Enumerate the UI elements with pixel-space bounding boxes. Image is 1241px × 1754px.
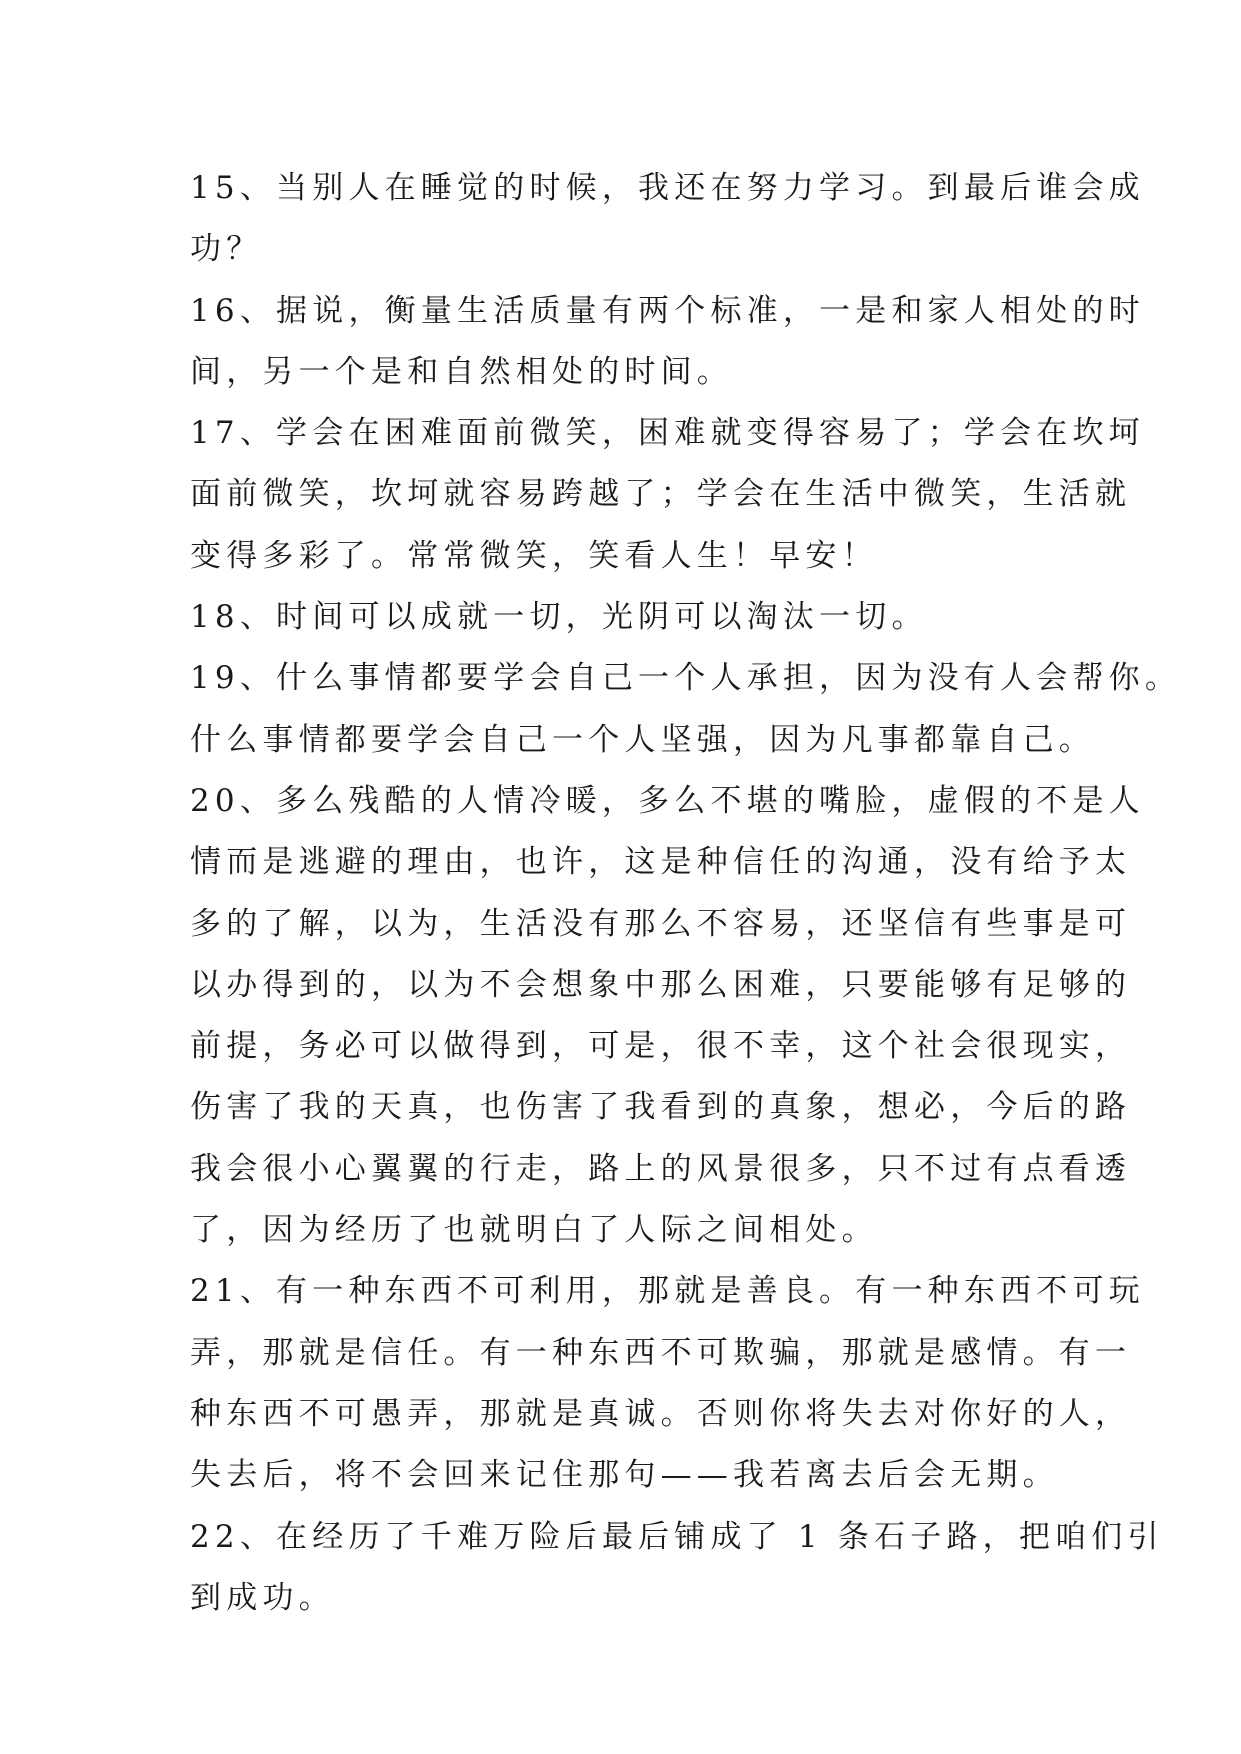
text-line: 失去后，将不会回来记住那句——我若离去后会无期。	[190, 1457, 1059, 1494]
paragraph-21	[190, 1261, 1145, 1506]
text-line: 种东西不可愚弄，那就是真诚。否则你将失去对你好的人，	[190, 1395, 1132, 1432]
text-line: 22、在经历了千难万险后最后铺成了 1 条石子路，把咱们引	[190, 1518, 1164, 1555]
paragraph-19	[190, 648, 1182, 771]
text-line: 我会很小心翼翼的行走，路上的风景很多，只不过有点看透	[190, 1150, 1132, 1187]
text-line: 17、学会在困难面前微笑，困难就变得容易了；学会在坎坷	[190, 415, 1145, 452]
text-line: 间，另一个是和自然相处的时间。	[190, 353, 733, 390]
text-line: 18、时间可以成就一切，光阴可以淘汰一切。	[190, 599, 928, 636]
document-body	[190, 158, 1182, 1629]
text-line: 到成功。	[190, 1579, 335, 1616]
text-line: 什么事情都要学会自己一个人坚强，因为凡事都靠自己。	[190, 721, 1095, 758]
paragraph-22	[190, 1507, 1164, 1630]
text-line: 19、什么事情都要学会自己一个人承担，因为没有人会帮你。	[190, 660, 1182, 697]
text-line: 20、多么残酷的人情冷暖，多么不堪的嘴脸，虚假的不是人	[190, 782, 1145, 819]
paragraph-17	[190, 403, 1145, 587]
paragraph-18	[190, 587, 1070, 648]
text-line: 伤害了我的天真，也伤害了我看到的真象，想必，今后的路	[190, 1089, 1132, 1126]
text-line: 以办得到的，以为不会想象中那么困难，只要能够有足够的	[190, 966, 1132, 1003]
text-line: 了，因为经历了也就明白了人际之间相处。	[190, 1212, 878, 1249]
text-line: 变得多彩了。常常微笑，笑看人生！早安！	[190, 537, 878, 574]
text-line: 多的了解，以为，生活没有那么不容易，还坚信有些事是可	[190, 905, 1132, 942]
text-line: 16、据说，衡量生活质量有两个标准，一是和家人相处的时	[190, 292, 1145, 329]
text-line: 前提，务必可以做得到，可是，很不幸，这个社会很现实，	[190, 1028, 1132, 1065]
text-line: 功？	[190, 231, 263, 268]
text-line: 弄，那就是信任。有一种东西不可欺骗，那就是感情。有一	[190, 1334, 1132, 1371]
text-line: 情而是逃避的理由，也许，这是种信任的沟通，没有给予太	[190, 844, 1132, 881]
paragraph-16	[190, 281, 1145, 404]
paragraph-15	[190, 158, 1145, 281]
paragraph-20	[190, 771, 1145, 1261]
text-line: 15、当别人在睡觉的时候，我还在努力学习。到最后谁会成	[190, 170, 1145, 206]
text-line: 21、有一种东西不可利用，那就是善良。有一种东西不可玩	[190, 1273, 1145, 1310]
text-line: 面前微笑，坎坷就容易跨越了；学会在生活中微笑，生活就	[190, 476, 1132, 513]
